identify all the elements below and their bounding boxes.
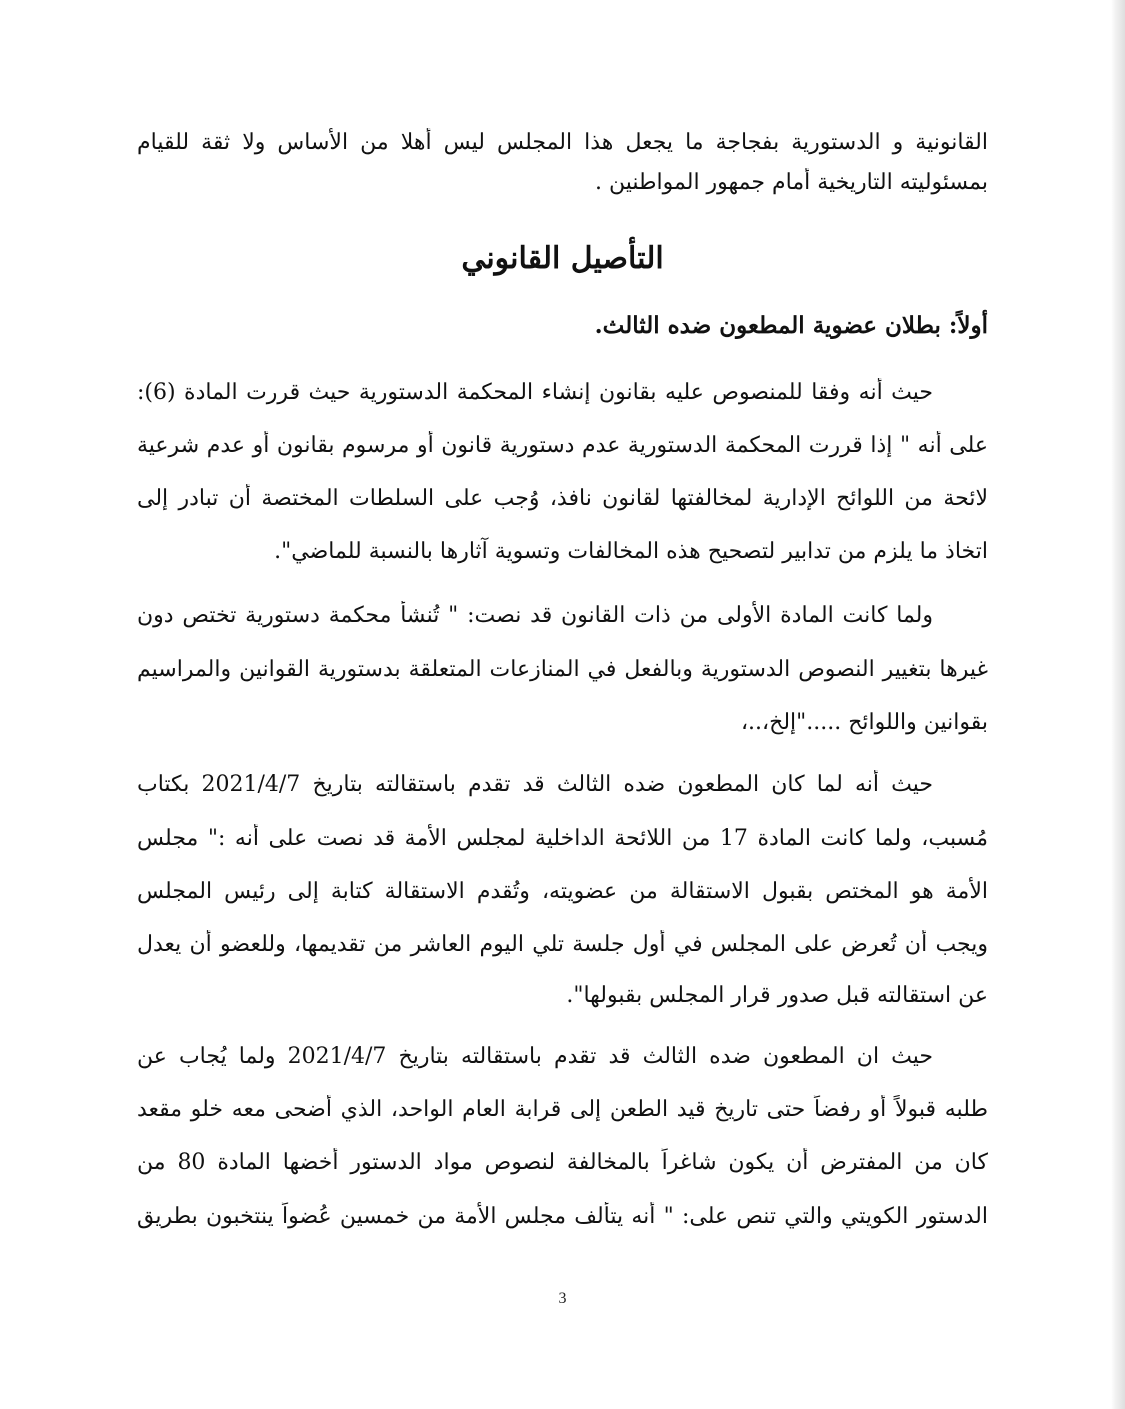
paragraph3-line-3: الأمة هو المختص بقبول الاستقالة من عضويته، وتُقدم الاستقالة كتابة إلى رئيس المجلس xyxy=(137,879,988,904)
section-heading: التأصيل القانوني xyxy=(461,241,664,276)
intro-line-1: القانونية و الدستورية بفجاجة ما يجعل هذا المجلس ليس أهلا من الأساس ولا ثقة للقيام xyxy=(137,130,988,155)
paragraph1-line-2: على أنه " إذا قررت المحكمة الدستورية عدم دستورية قانون أو مرسوم بقانون أو عدم شرعية xyxy=(137,433,988,458)
page-edge-shadow xyxy=(1111,0,1125,1409)
paragraph1-line-4: اتخاذ ما يلزم من تدابير لتصحيح هذه المخالفات وتسوية آثارها بالنسبة للماضي". xyxy=(274,539,988,564)
intro-line-2: بمسئوليته التاريخية أمام جمهور المواطنين . xyxy=(595,170,988,195)
paragraph4-line-1: حيث ان المطعون ضده الثالث قد تقدم باستقالته بتاريخ 2021/4/7 ولما يُجاب عن xyxy=(137,1044,934,1069)
paragraph3-line-2: مُسبب، ولما كانت المادة 17 من اللائحة الداخلية لمجلس الأمة قد نصت على أنه :" مجلس xyxy=(137,826,988,851)
paragraph3-line-4: ويجب أن تُعرض على المجلس في أول جلسة تلي اليوم العاشر من تقديمها، وللعضو أن يعدل xyxy=(137,932,988,957)
paragraph3-line-1: حيث أنه لما كان المطعون ضده الثالث قد تقدم باستقالته بتاريخ 2021/4/7 بكتاب xyxy=(137,772,933,797)
paragraph2-line-2: غيرها بتغيير النصوص الدستورية وبالفعل في المنازعات المتعلقة بدستورية القوانين والمراسيم xyxy=(137,657,988,682)
paragraph4-line-4: الدستور الكويتي والتي تنص على: " أنه يتألف مجلس الأمة من خمسين عُضواً ينتخبون بطريق xyxy=(137,1204,988,1229)
page-number: 3 xyxy=(558,1290,567,1307)
paragraph1-line-3: لائحة من اللوائح الإدارية لمخالفتها لقانون نافذ، وُجب على السلطات المختصة أن تبادر إلى xyxy=(137,486,988,511)
paragraph1-line-1: حيث أنه وفقا للمنصوص عليه بقانون إنشاء المحكمة الدستورية حيث قررت المادة (6): xyxy=(137,380,933,405)
paragraph3-line-5: عن استقالته قبل صدور قرار المجلس بقبولها". xyxy=(566,983,988,1008)
paragraph4-line-2: طلبه قبولاً أو رفضاً حتى تاريخ قيد الطعن إلى قرابة العام الواحد، الذي أضحى معه خلو مقعد xyxy=(137,1097,988,1122)
paragraph2-line-3: بقوانين واللوائح ....."إلخ،..، xyxy=(740,710,988,735)
paragraph4-line-3: كان من المفترض أن يكون شاغراً بالمخالفة لنصوص مواد الدستور أخضها المادة 80 من xyxy=(137,1150,988,1175)
subsection-heading: أولاً: بطلان عضوية المطعون ضده الثالث. xyxy=(594,312,988,339)
paragraph2-line-1: ولما كانت المادة الأولى من ذات القانون قد نصت: " تُنشأ محكمة دستورية تختص دون xyxy=(137,603,933,628)
